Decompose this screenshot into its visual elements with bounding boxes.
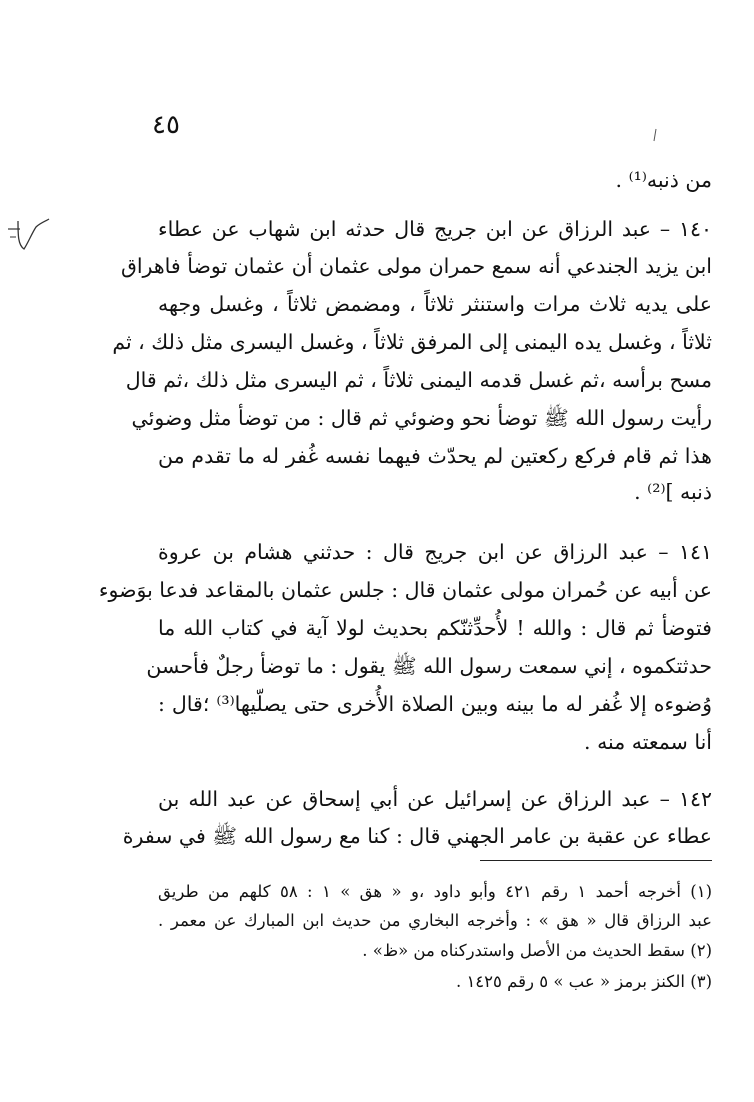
- text-line: هذا ثم قام فركع ركعتين لم يحدّث فيهما نفسه غُفر له ما تقدم من: [158, 444, 712, 468]
- text-line: من ذنبه⁽¹⁾ .: [615, 168, 712, 192]
- text-line: فتوضأ ثم قال : والله ! لأُحدِّثنّكم بحديث لولا آية في كتاب الله ما: [158, 616, 712, 640]
- text-line: ذنبه ]⁽²⁾ .: [634, 480, 712, 504]
- text-line: عطاء عن عقبة بن عامر الجهني قال : كنا مع رسول الله ﷺ في سفرة: [122, 824, 712, 848]
- footnote-line: (٣) الكنز برمز « عب » ٥ رقم ١٤٢٥ .: [455, 972, 712, 991]
- text-line: ١٤٢ – عبد الرزاق عن إسرائيل عن أبي إسحاق عن عبد الله بن: [158, 787, 712, 811]
- text-line: ١٤٠ – عبد الرزاق عن ابن جريج قال حدثه ابن شهاب عن عطاء: [158, 217, 712, 241]
- text-line: حدثتكموه ، إني سمعت رسول الله ﷺ يقول : ما توضأ رجلٌ فأحسن: [146, 654, 712, 678]
- text-line: رأيت رسول الله ﷺ توضأ نحو وضوئي ثم قال : من توضأ مثل وضوئي: [131, 406, 712, 430]
- text-line: أنا سمعته منه .: [584, 730, 712, 754]
- pencil-tick-mark: [652, 128, 658, 142]
- footnote-line: عبد الرزاق قال « هق » : وأخرجه البخاري من حديث ابن المبارك عن معمر .: [158, 911, 712, 930]
- text-line: على يديه ثلاث مرات واستنثر ثلاثاً ، ومضمض ثلاثاً ، وغسل وجهه: [158, 292, 712, 316]
- text-line: ١٤١ – عبد الرزاق عن ابن جريج قال : حدثني هشام بن عروة: [158, 540, 712, 564]
- text-line: ثلاثاً ، وغسل يده اليمنى إلى المرفق ثلاثاً ، وغسل اليسرى مثل ذلك ، ثم: [112, 330, 712, 354]
- footnote-line: (٢) سقط الحديث من الأصل واستدركناه من «ظ» .: [362, 941, 712, 960]
- footnote-line: (١) أخرجه أحمد ١ رقم ٤٢١ وأبو داود ،و « هق » ١ : ٥٨ كلهم من طريق: [158, 882, 713, 901]
- text-line: عن أبيه عن حُمران مولى عثمان قال : جلس عثمان بالمقاعد فدعا بوَضوء: [98, 578, 712, 602]
- footnote-divider: [480, 860, 712, 861]
- text-line: ابن يزيد الجندعي أنه سمع حمران مولى عثمان أن عثمان توضأ فاهراق: [120, 254, 712, 278]
- page-number: ٤٥: [152, 110, 180, 140]
- text-line: وُضوءه إلا غُفر له ما بينه وبين الصلاة الأُخرى حتى يصلّيها⁽³⁾ ؛قال :: [158, 692, 712, 716]
- margin-annotation-mark: [6, 215, 50, 255]
- text-line: مسح برأسه ،ثم غسل قدمه اليمنى ثلاثاً ، ثم اليسرى مثل ذلك ،ثم قال: [125, 368, 712, 392]
